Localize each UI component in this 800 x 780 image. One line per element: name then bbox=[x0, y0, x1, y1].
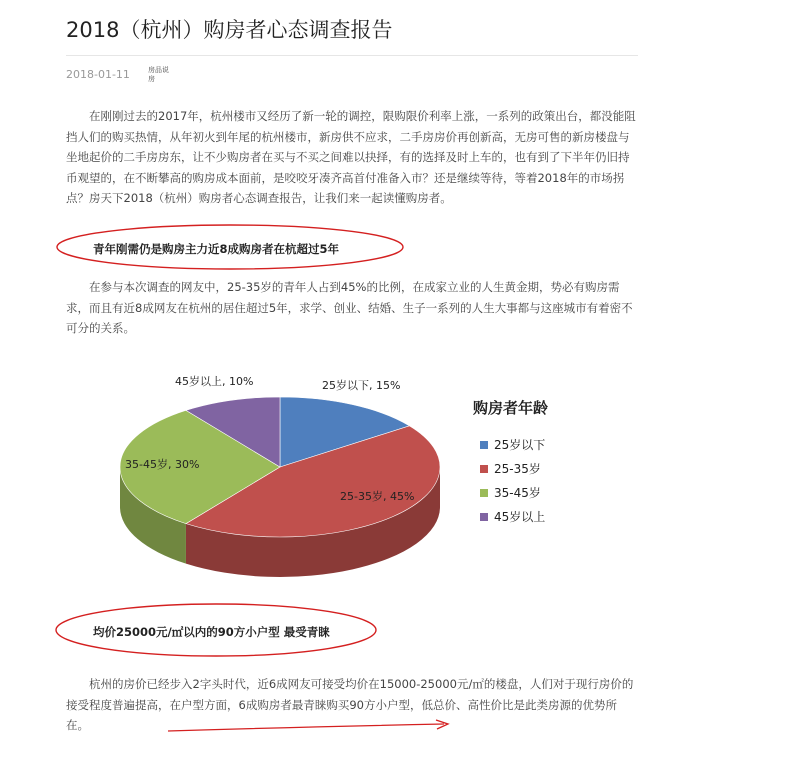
underline-arrow bbox=[168, 720, 448, 731]
pie-data-label-2: 35-45岁, 30% bbox=[125, 458, 200, 471]
legend-label-0: 25岁以下 bbox=[494, 438, 546, 452]
legend-label-1: 25-35岁 bbox=[494, 462, 541, 476]
legend-swatch-3 bbox=[480, 513, 488, 521]
highlight-circle-heading-1 bbox=[57, 225, 403, 269]
legend-label-3: 45岁以上 bbox=[494, 510, 546, 524]
author-name[interactable]: 房品说房 bbox=[148, 66, 169, 83]
legend-swatch-1 bbox=[480, 465, 488, 473]
pie-data-label-3: 45岁以上, 10% bbox=[175, 375, 254, 388]
legend-label-2: 35-45岁 bbox=[494, 486, 541, 500]
pie-data-label-1: 25-35岁, 45% bbox=[340, 490, 415, 503]
age-paragraph: 在参与本次调查的网友中，25-35岁的青年人占到45%的比例，在成家立业的人生黄金期，势必有购房需求，而且有近8成网友在杭州的居住超过5年，求学、创业、结婚、生子一系列的人生大事都与这座城市有着密不可分的关系。 bbox=[66, 280, 633, 336]
intro-paragraph: 在刚刚过去的2017年，杭州楼市又经历了新一轮的调控，限购限价利率上涨，一系列的政策出台，都没能阻挡人们的购买热情，从年初火到年尾的杭州楼市，新房供不应求，二手房房价再创新高，无房可售的新房楼盘与坐地起价的二手房房东，让不少购房者在买与不买之间难以抉择，有的选择及时上车的，也有到了下半年仍旧持币观望的，在不断攀高的购房成本面前，是咬咬牙凑齐高首付准备入市？还是继续等待，等着2018年的市场拐点？房天下2018（杭州）购房者心态调查报告，让我们来一起读懂购房者。 bbox=[66, 109, 636, 206]
section-heading-price: 均价25000元/㎡以内的90方小户型 最受青睐 bbox=[93, 625, 330, 639]
publish-date: 2018-01-11 bbox=[66, 68, 130, 81]
pie-data-label-0: 25岁以下, 15% bbox=[322, 379, 401, 392]
legend-swatch-2 bbox=[480, 489, 488, 497]
chart-legend bbox=[480, 437, 545, 524]
legend-swatch-0 bbox=[480, 441, 488, 449]
price-paragraph: 杭州的房价已经步入2字头时代，近6成网友可接受均价在15000-25000元/㎡的楼盘，人们对于现行房价的接受程度普遍提高，在户型方面，6成购房者最青睐购买90方小户型，低总价、高性价比是此类房源的优势所在。 bbox=[66, 677, 634, 733]
article-title: 2018（杭州）购房者心态调查报告 bbox=[66, 18, 393, 42]
section-heading-age: 青年刚需仍是购房主力近8成购房者在杭超过5年 bbox=[93, 242, 340, 256]
chart-title: 购房者年龄 bbox=[473, 399, 549, 417]
highlight-circle-heading-2 bbox=[56, 604, 376, 656]
